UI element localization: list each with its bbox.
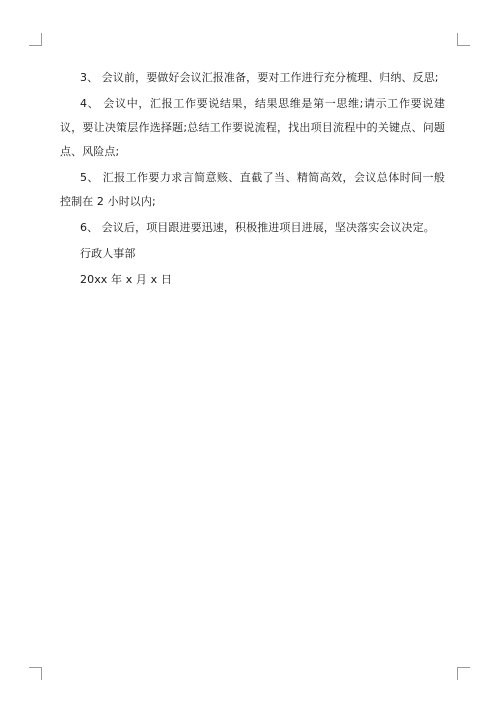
paragraph-item-3: 3、 会议前，要做好会议汇报准备，要对工作进行充分梳理、归纳、反思; xyxy=(80,71,439,84)
document-body xyxy=(60,66,445,294)
crop-mark-bottom-right xyxy=(457,667,470,680)
crop-mark-top-right xyxy=(457,33,470,46)
crop-mark-top-left xyxy=(29,33,42,46)
paragraph-item-5: 5、 汇报工作要力求言简意赅、直截了当、精简高效，会议总体时间一般控制在 2 小时以内; xyxy=(60,171,445,208)
paragraph-item-6: 6、 会议后，项目跟进要迅速，积极推进项目进展，坚决落实会议决定。 xyxy=(80,221,435,234)
crop-mark-bottom-left xyxy=(29,667,42,680)
paragraph-item-4: 4、 会议中，汇报工作要说结果，结果思维是第一思维;请示工作要说建议，要让决策层作选择题;总结工作要说流程，找出项目流程中的关键点、问题点、风险点; xyxy=(60,97,445,158)
signature-department: 行政人事部 xyxy=(80,247,136,260)
signature-date: 20xx 年 x 月 x 日 xyxy=(80,273,172,286)
